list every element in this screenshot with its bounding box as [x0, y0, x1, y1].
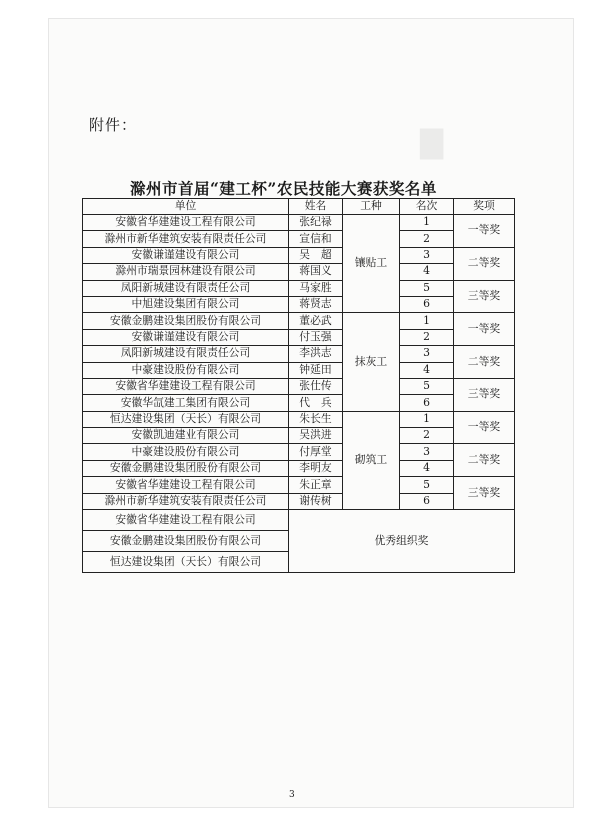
header-award: 奖项: [454, 199, 515, 215]
header-name: 姓名: [289, 199, 343, 215]
award-cell: 一等奖: [454, 411, 515, 444]
header-trade: 工种: [343, 199, 400, 215]
name-cell: 朱长生: [289, 411, 343, 427]
trade-cell: 镶贴工: [343, 215, 400, 313]
rank-cell: 6: [400, 493, 454, 509]
show-through-marks: ▇: [420, 125, 444, 160]
table-row: [83, 264, 515, 280]
unit-cell: 中豪建设股份有限公司: [83, 444, 289, 460]
trade-cell: 抹灰工: [343, 313, 400, 411]
rank-cell: 2: [400, 329, 454, 345]
table-row: [83, 231, 515, 247]
name-cell: 董必武: [289, 313, 343, 329]
table-row: [83, 247, 515, 263]
rank-cell: 2: [400, 428, 454, 444]
award-cell: 二等奖: [454, 346, 515, 379]
table-row: [83, 329, 515, 345]
table-row: [83, 510, 515, 531]
unit-cell: 安徽金鹏建设集团股份有限公司: [83, 531, 289, 552]
name-cell: 张纪禄: [289, 215, 343, 231]
header-unit: 单位: [83, 199, 289, 215]
trade-cell: 砌筑工: [343, 411, 400, 509]
rank-cell: 6: [400, 395, 454, 411]
table-row: [83, 215, 515, 231]
table-row: [83, 411, 515, 427]
name-cell: 朱正章: [289, 477, 343, 493]
unit-cell: 安徽金鹏建设集团股份有限公司: [83, 313, 289, 329]
name-cell: 付玉强: [289, 329, 343, 345]
unit-cell: 安徽凯迪建业有限公司: [83, 428, 289, 444]
rank-cell: 3: [400, 247, 454, 263]
rank-cell: 3: [400, 346, 454, 362]
org-award-cell: 优秀组织奖: [289, 510, 515, 573]
rank-cell: 4: [400, 362, 454, 378]
rank-cell: 1: [400, 411, 454, 427]
unit-cell: 中旭建设集团有限公司: [83, 296, 289, 312]
unit-cell: 安徽省华建建设工程有限公司: [83, 477, 289, 493]
award-cell: 一等奖: [454, 313, 515, 346]
name-cell: 谢传树: [289, 493, 343, 509]
unit-cell: 安徽省华建建设工程有限公司: [83, 378, 289, 394]
name-cell: 代 兵: [289, 395, 343, 411]
unit-cell: 安徽省华建建设工程有限公司: [83, 215, 289, 231]
unit-cell: 安徽谦谨建设有限公司: [83, 329, 289, 345]
table-row: [83, 313, 515, 329]
name-cell: 蒋贤志: [289, 296, 343, 312]
unit-cell: 滁州市新华建筑安装有限责任公司: [83, 493, 289, 509]
table-row: [83, 296, 515, 312]
rank-cell: 2: [400, 231, 454, 247]
award-cell: 二等奖: [454, 247, 515, 280]
table-row: [83, 477, 515, 493]
table-row: [83, 395, 515, 411]
rank-cell: 5: [400, 378, 454, 394]
table-header-row: [83, 199, 515, 215]
annex-label: 附件：: [89, 116, 138, 134]
name-cell: 蒋国义: [289, 264, 343, 280]
table-row: [83, 493, 515, 509]
rank-cell: 4: [400, 460, 454, 476]
award-cell: 三等奖: [454, 280, 515, 313]
name-cell: 李明友: [289, 460, 343, 476]
rank-cell: 3: [400, 444, 454, 460]
award-cell: 一等奖: [454, 215, 515, 248]
unit-cell: 恒达建设集团（天长）有限公司: [83, 411, 289, 427]
rank-cell: 1: [400, 313, 454, 329]
page-number: 3: [289, 790, 295, 800]
table-row: [83, 460, 515, 476]
unit-cell: 安徽省华建建设工程有限公司: [83, 510, 289, 531]
award-cell: 三等奖: [454, 378, 515, 411]
name-cell: 钟延田: [289, 362, 343, 378]
award-cell: 二等奖: [454, 444, 515, 477]
table-row: [83, 346, 515, 362]
name-cell: 马家胜: [289, 280, 343, 296]
name-cell: 吴 超: [289, 247, 343, 263]
name-cell: 付厚堂: [289, 444, 343, 460]
header-rank: 名次: [400, 199, 454, 215]
unit-cell: 中豪建设股份有限公司: [83, 362, 289, 378]
unit-cell: 安徽华氙建工集团有限公司: [83, 395, 289, 411]
award-cell: 三等奖: [454, 477, 515, 510]
unit-cell: 恒达建设集团（天长）有限公司: [83, 552, 289, 573]
rank-cell: 6: [400, 296, 454, 312]
table-row: [83, 378, 515, 394]
table-row: [83, 280, 515, 296]
table-row: [83, 428, 515, 444]
rank-cell: 5: [400, 280, 454, 296]
document-title: 滁州市首届“建工杯”农民技能大赛获奖名单: [130, 179, 437, 198]
unit-cell: 滁州市新华建筑安装有限责任公司: [83, 231, 289, 247]
table-row: [83, 362, 515, 378]
name-cell: 宣信和: [289, 231, 343, 247]
unit-cell: 凤阳新城建设有限责任公司: [83, 280, 289, 296]
name-cell: 张仕传: [289, 378, 343, 394]
unit-cell: 安徽金鹏建设集团股份有限公司: [83, 460, 289, 476]
unit-cell: 凤阳新城建设有限责任公司: [83, 346, 289, 362]
rank-cell: 4: [400, 264, 454, 280]
unit-cell: 安徽谦谨建设有限公司: [83, 247, 289, 263]
rank-cell: 5: [400, 477, 454, 493]
unit-cell: 滁州市瑞景园林建设有限公司: [83, 264, 289, 280]
name-cell: 吴洪进: [289, 428, 343, 444]
rank-cell: 1: [400, 215, 454, 231]
table-row: [83, 444, 515, 460]
name-cell: 李洪志: [289, 346, 343, 362]
awards-table: [82, 198, 515, 573]
